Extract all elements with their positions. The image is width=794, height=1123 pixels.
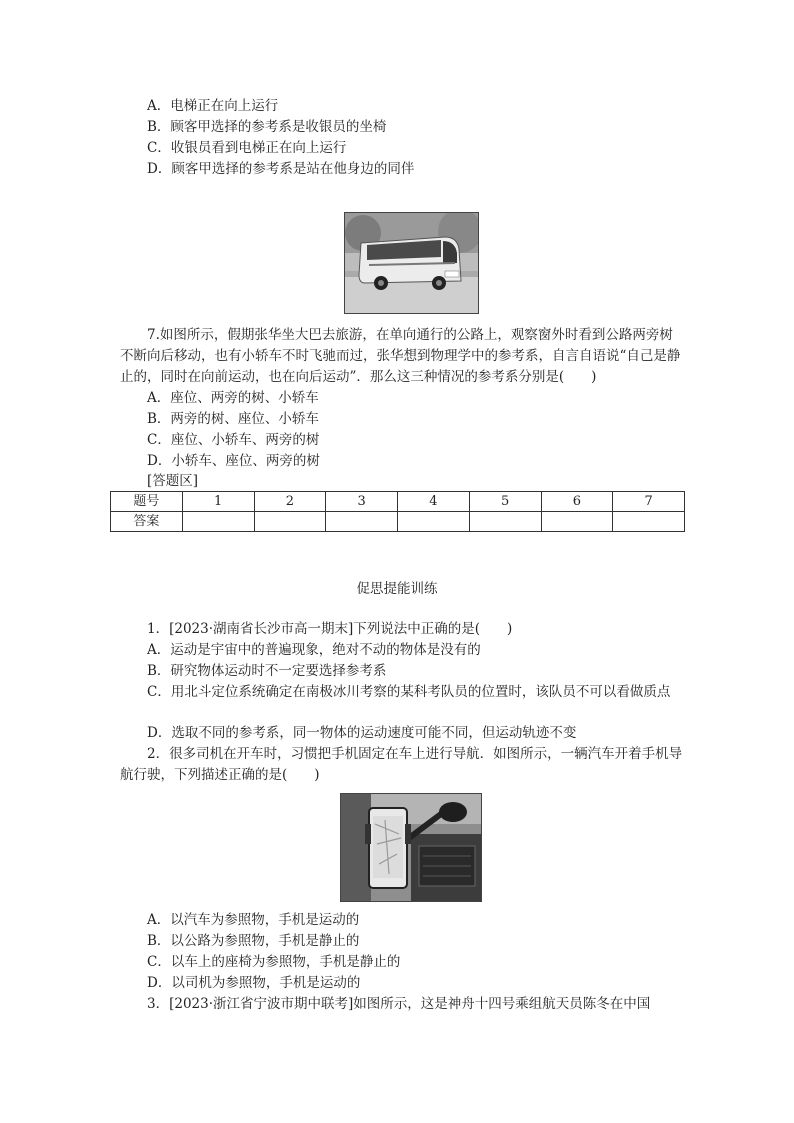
answer-cell[interactable] xyxy=(613,512,685,532)
answer-cell[interactable] xyxy=(469,512,541,532)
answer-cell[interactable] xyxy=(254,512,326,532)
s2-option-a: A．以汽车为参照物，手机是运动的 xyxy=(147,912,360,928)
question-number: 3 xyxy=(326,492,398,512)
option-d: D．顾客甲选择的参考系是站在他身边的同伴 xyxy=(147,161,415,177)
s2-option-b: B．以公路为参照物，手机是静止的 xyxy=(147,933,360,949)
table-row xyxy=(111,512,685,532)
q7-option-b: B．两旁的树、座位、小轿车 xyxy=(147,411,319,427)
s1-option-a: A．运动是宇宙中的普遍现象，绝对不动的物体是没有的 xyxy=(147,642,481,658)
answer-area-title: [答题区] xyxy=(147,473,199,489)
answer-cell[interactable] xyxy=(398,512,470,532)
s1-option-b: B．研究物体运动时不一定要选择参考系 xyxy=(147,663,387,679)
row-label-answer: 答案 xyxy=(111,512,183,532)
answer-cell[interactable] xyxy=(541,512,613,532)
question-number: 5 xyxy=(469,492,541,512)
answer-cell[interactable] xyxy=(182,512,254,532)
table-row xyxy=(111,492,685,512)
answer-cell[interactable] xyxy=(326,512,398,532)
s1-option-d: D．选取不同的参考系，同一物体的运动速度可能不同，但运动轨迹不变 xyxy=(147,725,577,741)
question-number: 1 xyxy=(182,492,254,512)
answer-table xyxy=(110,491,685,532)
s3-stem: 3．[2023·浙江省宁波市期中联考]如图所示，这是神舟十四号乘组航天员陈冬在中国 xyxy=(147,996,651,1012)
s2-stem: 2．很多司机在开车时，习惯把手机固定在车上进行导航．如图所示，一辆汽车开着手机导航行驶，下列描述正确的是( ) xyxy=(120,746,683,783)
question-number: 4 xyxy=(398,492,470,512)
question-number: 2 xyxy=(254,492,326,512)
q7-option-a: A．座位、两旁的树、小轿车 xyxy=(147,390,319,406)
question-number: 7 xyxy=(613,492,685,512)
s1-option-c: C．用北斗定位系统确定在南极冰川考察的某科考队员的位置时，该队员不可以看做质点 xyxy=(147,684,671,700)
s1-stem: 1．[2023·湖南省长沙市高一期末]下列说法中正确的是( ) xyxy=(147,621,513,637)
option-b: B．顾客甲选择的参考系是收银员的坐椅 xyxy=(147,119,387,135)
row-label-number: 题号 xyxy=(111,492,183,512)
s2-option-d: D．以司机为参照物，手机是运动的 xyxy=(147,975,361,991)
option-c: C．收银员看到电梯正在向上运行 xyxy=(147,140,347,156)
section-title: 促思提能训练 xyxy=(356,581,438,597)
q7-option-c: C．座位、小轿车、两旁的树 xyxy=(147,432,320,448)
q7-option-d: D．小轿车、座位、两旁的树 xyxy=(147,453,320,469)
phone-navigation-photo xyxy=(340,793,482,902)
option-a: A．电梯正在向上运行 xyxy=(147,98,279,114)
s2-option-c: C．以车上的座椅为参照物，手机是静止的 xyxy=(147,954,401,970)
question-7-stem: 7.如图所示，假期张华坐大巴去旅游，在单向通行的公路上，观察窗外时看到公路两旁树不断向后移动，也有小轿车不时飞驰而过，张华想到物理学中的参考系，自言自语说“自己是静止的，同时在向前运动，也在向后运动”．那么这三种情况的参考系分别是( ) xyxy=(120,327,681,385)
bus-photo xyxy=(344,212,479,314)
question-number: 6 xyxy=(541,492,613,512)
